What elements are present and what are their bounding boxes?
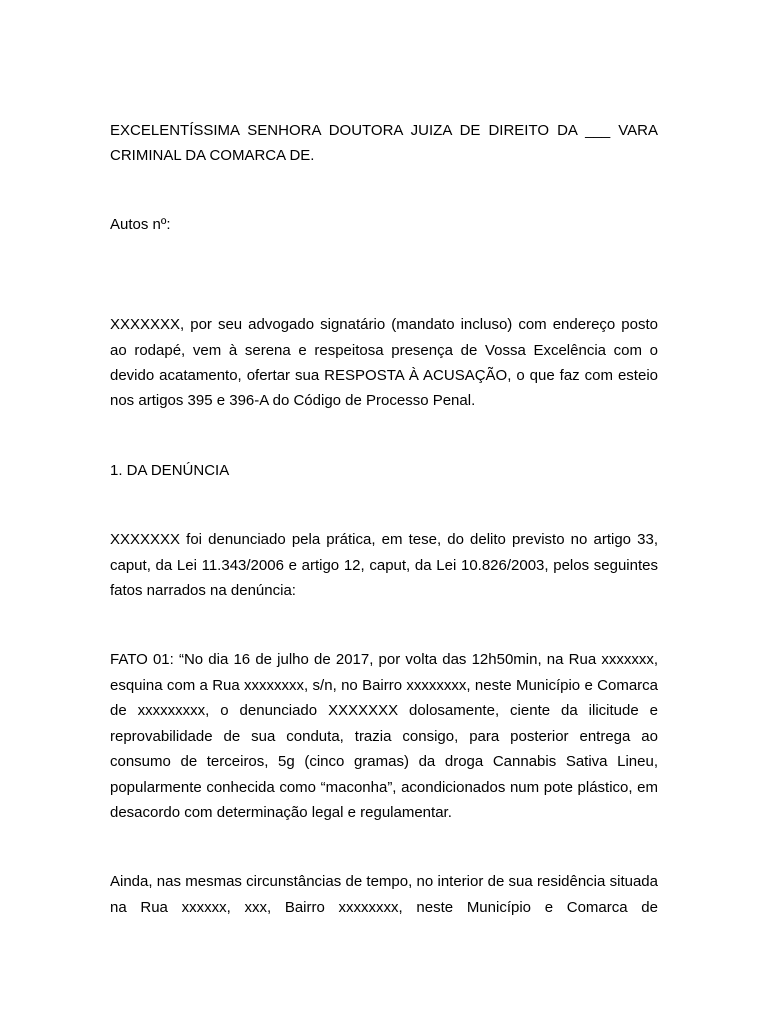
fato-01-paragraph: FATO 01: “No dia 16 de julho de 2017, por volta das 12h50min, na Rua xxxxxxx, esquina com a Rua xxxxxxxx, s/n, no Bairro xxxxxxxx, neste Município e Comarca de xxxxxxxxx, o denunciado XXXXXXX dolosamente, ciente da ilicitude e reprovabilidade de sua conduta, trazia consigo, para posterior entrega ao consumo de terceiros, 5g (cinco gramas) da droga Cannabis Sativa Lineu, popularmente conhecida como “maconha”, acondicionados num pote plástico, em desacordo com determinação legal e regulamentar.: [110, 651, 658, 821]
case-number-label: Autos nº:: [110, 215, 171, 233]
section-title-denuncia: 1. DA DENÚNCIA: [110, 461, 230, 479]
addressee-heading: EXCELENTÍSSIMA SENHORA DOUTORA JUIZA DE DIREITO DA ___ VARA CRIMINAL DA COMARCA DE.: [110, 122, 658, 165]
ainda-paragraph: Ainda, nas mesmas circunstâncias de tempo, no interior de sua residência situada na Rua xxxxxx, xxx, Bairro xxxxxxxx, neste Município e Comarca de: [110, 873, 658, 916]
intro-paragraph: XXXXXXX, por seu advogado signatário (mandato incluso) com endereço posto ao rodapé, vem à serena e respeitosa presença de Vossa Excelência com o devido acatamento, ofertar sua RESPOSTA À ACUSAÇÃO, o que faz com esteio nos artigos 395 e 396-A do Código de Processo Penal.: [110, 316, 658, 410]
denuncia-paragraph: XXXXXXX foi denunciado pela prática, em tese, do delito previsto no artigo 33, caput, da Lei 11.343/2006 e artigo 12, caput, da Lei 10.826/2003, pelos seguintes fatos narrados na denúncia:: [110, 531, 658, 600]
document-page: [110, 118, 658, 920]
